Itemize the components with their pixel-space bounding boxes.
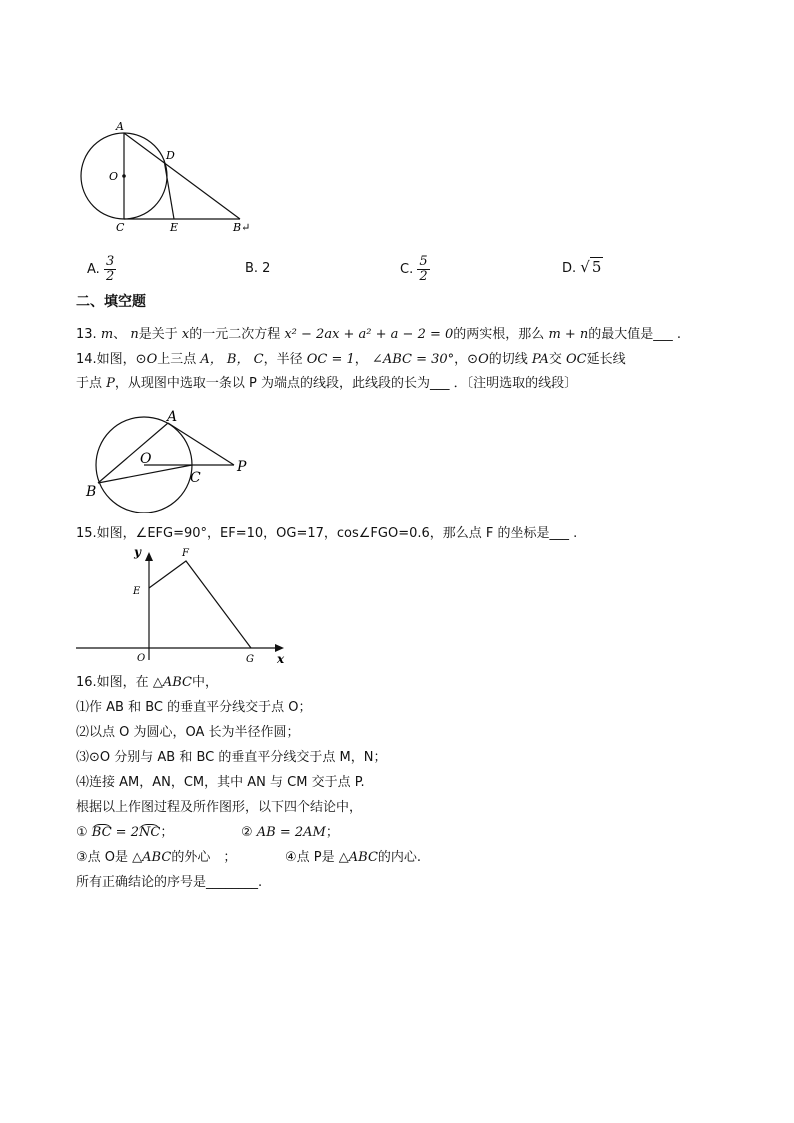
q16-final: 所有正确结论的序号是________. [76,875,263,890]
option-a-numerator: 3 [105,254,115,269]
q14-text-1: 14.如图，⊙ [76,352,147,367]
q16-intro-triangle: △ [152,675,163,690]
question-15: 15.如图，∠EFG=90°，EF=10，OG=17，cos∠FGO=0.6，那么点 F 的坐标是___ . [76,526,578,541]
q14-line2-text-2: ，从现图中选取一条以 P 为端点的线段，此线段的长为___ ．〔注明选取的线段〕 [114,376,578,391]
fig2-label-a: A [167,409,178,425]
option-c-numerator: 5 [419,254,428,269]
fig1-label-c: C [116,221,125,234]
question-14-line-2 [76,375,577,393]
fig1-line-ab [124,133,240,219]
q14-text-2: 上三点 [157,352,197,367]
q16-c4-abc: ABC [348,850,378,865]
q13-text-2: 的一元二次方程 [189,327,281,342]
q14-oc: OC = 1 [306,352,355,367]
q13-text-4: 的最大值是___ . [588,327,682,342]
fig2-line-bc [98,465,192,483]
figure-circle-tangent-1 [70,115,270,240]
option-d-radicand: 5 [591,258,602,276]
q16-c1-end: ； [160,825,174,840]
fig3-label-x: x [277,652,285,666]
q16-conclusion-3 [76,849,236,867]
fig3-label-f: F [182,548,189,559]
q16-c3-abc: ABC [142,850,172,865]
option-a-fraction [104,255,116,284]
option-a-prefix: A. [87,262,100,277]
q14-text-7: 交 [548,352,562,367]
option-c-prefix: C. [400,262,414,277]
q16-c1-arc-bc: BC [91,825,112,840]
q16-c4-triangle: △ [338,850,349,865]
q14-pa: PA [531,352,549,367]
q16-c1-mark: ① [76,825,88,840]
option-c-fraction [417,255,429,284]
option-c-denominator: 2 [419,269,428,284]
q16-intro-text-2: 中， [191,675,218,690]
fig2-label-o: O [140,451,152,467]
option-a [87,255,116,284]
q13-var-m: m [100,327,114,342]
fig1-center-dot [122,174,126,178]
option-a-denominator: 2 [105,269,115,284]
q16-step-4: ⑷连接 AM，AN，CM，其中 AN 与 CM 交于点 P. [76,775,365,790]
fig1-label-d: D [166,149,175,162]
option-b-text: B. 2 [245,261,271,276]
fig1-label-a: A [116,120,124,133]
q13-var-n: n [130,327,139,342]
q13-sep: 、 [113,327,127,342]
option-c [400,255,430,284]
q16-c2-end: ； [325,825,339,840]
q16-step-5: 根据以上作图过程及所作图形，以下四个结论中， [76,800,363,815]
q13-text-1: 是关于 [138,327,178,342]
q16-c4-text-1: ④点 P是 [285,850,335,865]
q16-c1-arc-nc: NC [138,825,161,840]
q14-points: A， B， C [200,352,264,367]
fig1-label-e: E [170,221,179,234]
fig3-label-o: O [137,653,146,664]
q16-c2-expr: AB = 2AM [256,825,326,840]
q16-intro-text-1: 16.如图，在 [76,675,149,690]
q13-text-3: 的两实根，那么 [453,327,545,342]
option-b [245,260,270,278]
fig3-y-arrow [145,552,153,561]
question-16-intro [76,674,218,692]
q16-c3-text-2: 的外心 ； [171,850,237,865]
q16-conclusion-2 [241,824,339,842]
fig3-label-g: G [246,654,254,665]
q14-text-8: 延长线 [586,352,626,367]
fig2-label-b: B [86,484,97,500]
fig1-label-b: B↵ [233,221,251,234]
q13-equation: x² − 2ax + a² + a − 2 = 0 [284,327,454,342]
section-title-fill-blank: 二、填空题 [76,294,146,310]
question-14-line-1 [76,351,626,369]
fig2-line-ap [168,423,234,465]
q16-conclusion-1 [76,824,173,842]
q13-number: 13. [76,327,97,342]
q16-step-3: ⑶⊙O 分别与 AB 和 BC 的垂直平分线交于点 M，N； [76,750,387,765]
q14-angle: ∠ABC = 30° [371,352,455,367]
figure-coordinate-efg [70,542,300,667]
question-13 [76,326,681,344]
fig3-label-y: y [134,545,141,559]
q14-oc2: OC [566,352,587,367]
fig1-label-o: O [109,170,119,183]
q16-step-1: ⑴作 AB 和 BC 的垂直平分线交于点 O； [76,700,312,715]
q14-text-6: 的切线 [488,352,528,367]
q16-c4-text-2: 的内心. [377,850,422,865]
q13-expression: m + n [548,327,589,342]
q16-conclusion-4 [285,849,421,867]
option-d [562,258,603,278]
q16-c1-eq: = 2 [111,825,139,840]
q14-p: P [106,376,115,391]
q14-text-5: ，⊙ [454,352,479,367]
fig2-label-c: C [190,470,201,486]
q16-c2-mark: ② [241,825,253,840]
q14-text-3: ，半径 [263,352,303,367]
q16-intro-abc: ABC [162,675,192,690]
option-d-sqrt: √ 5 [580,258,602,276]
q14-line2-text-1: 于点 [76,376,103,391]
q16-c3-triangle: △ [132,850,143,865]
q16-c3-text-1: ③点 O是 [76,850,129,865]
fig3-x-arrow [275,644,284,652]
q16-step-2: ⑵以点 O 为圆心，OA 长为半径作圆； [76,725,300,740]
q14-text-4: ， [354,352,368,367]
fig2-label-p: P [237,459,247,475]
figure-circle-tangent-2 [80,408,270,513]
fig3-label-e: E [133,586,141,597]
q13-var-x: x [181,327,190,342]
q14-o: O [146,352,158,367]
q14-o2: O [478,352,489,367]
option-d-prefix: D. [562,261,577,276]
fig3-path-efg [149,561,251,648]
